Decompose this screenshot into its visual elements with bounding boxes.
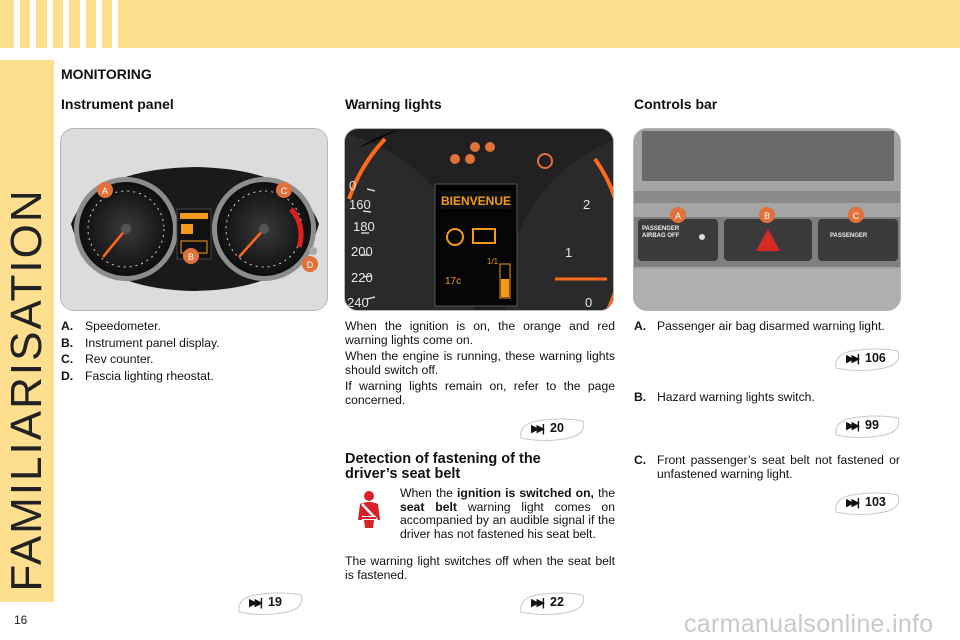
controls-bar-image — [633, 128, 901, 311]
controls-item-a: A. Passenger air bag disarmed warning light. — [634, 319, 885, 333]
header-stripe — [63, 0, 69, 48]
gauge-label: 180 — [353, 219, 375, 234]
warning-lights-image — [344, 128, 614, 311]
header-band — [0, 0, 960, 48]
svg-text:A: A — [674, 211, 682, 221]
forward-arrow-icon: ▶▶| — [846, 353, 857, 365]
page-ref-link[interactable]: ▶▶| 20 — [517, 416, 587, 442]
forward-arrow-icon: ▶▶| — [249, 597, 260, 609]
gauge-label: 220 — [351, 270, 373, 285]
header-stripe — [14, 0, 20, 48]
svg-text:B: B — [187, 252, 195, 262]
seatbelt-after-text: The warning light switches off when the seat belt is fastened. — [345, 554, 615, 582]
side-band — [0, 60, 54, 602]
passenger-label: PASSENGER — [830, 233, 868, 239]
instrument-panel-heading: Instrument panel — [61, 96, 174, 112]
seatbelt-icon — [352, 490, 386, 530]
header-stripe — [30, 0, 36, 48]
page-title: MONITORING — [61, 66, 152, 82]
svg-text:A: A — [101, 186, 109, 196]
page-ref-link[interactable]: ▶▶| 22 — [517, 590, 587, 616]
callout-d — [302, 256, 318, 272]
page-ref-link[interactable]: ▶▶| 106 — [832, 346, 902, 372]
callout-b — [759, 207, 775, 223]
rev-label: 2 — [583, 197, 591, 212]
rev-label: 0 — [585, 295, 593, 310]
seatbelt-text: When the ignition is switched on, the seat belt warning light comes on accompanied by an audible signal if the driver has not fastened his seat belt. — [400, 486, 616, 541]
svg-text:C: C — [852, 211, 860, 221]
gauge-label: 200 — [351, 244, 373, 259]
forward-arrow-icon: ▶▶| — [531, 423, 542, 435]
warning-lights-heading: Warning lights — [345, 96, 442, 112]
controls-item-b: B. Hazard warning lights switch. — [634, 390, 815, 404]
page-ref-link[interactable]: ▶▶| 103 — [832, 490, 902, 516]
list-item: B. Instrument panel display. — [61, 335, 220, 350]
page-number: 16 — [14, 613, 28, 627]
display-welcome-text: BIENVENUE — [440, 194, 512, 208]
airbag-off-label: PASSENGER AIRBAG OFF — [642, 226, 680, 239]
controls-item-c: C. Front passenger’s seat belt not fastened or unfastened warning light. — [634, 453, 900, 481]
instrument-panel-list — [61, 318, 331, 384]
section-title: FAMILIARISATION — [2, 188, 51, 592]
page-ref-link[interactable]: ▶▶| 19 — [235, 590, 305, 616]
header-stripe — [47, 0, 53, 48]
header-stripe — [80, 0, 86, 48]
callout-c — [276, 182, 292, 198]
list-item: C. Rev counter. — [61, 352, 154, 366]
display-temp: 17c — [445, 276, 462, 287]
callout-b — [183, 248, 199, 264]
watermark: carmanualsonline.info — [684, 610, 934, 638]
display-fuel-label: 1/1 — [487, 257, 499, 266]
svg-text:B: B — [763, 211, 771, 221]
forward-arrow-icon: ▶▶| — [846, 497, 857, 509]
callout-a — [670, 207, 686, 223]
list-item: D. Fascia lighting rheostat. — [61, 368, 214, 383]
svg-text:C: C — [280, 186, 288, 196]
instrument-panel-image — [60, 128, 328, 311]
forward-arrow-icon: ▶▶| — [846, 420, 857, 432]
rev-label: 1 — [565, 245, 573, 260]
seatbelt-heading: Detection of fastening of the driver’s seat belt — [345, 451, 541, 482]
header-stripe — [96, 0, 102, 48]
gauge-label: 160 — [349, 197, 371, 212]
page-ref-link[interactable]: ▶▶| 99 — [832, 413, 902, 439]
list-item: A. Speedometer. — [61, 319, 161, 333]
controls-bar-heading: Controls bar — [634, 96, 718, 112]
callout-a — [97, 182, 113, 198]
svg-text:D: D — [306, 260, 314, 270]
header-stripe — [112, 0, 118, 48]
forward-arrow-icon: ▶▶| — [531, 597, 542, 609]
gauge-label: 240 — [347, 295, 369, 310]
callout-c — [848, 207, 864, 223]
warning-lights-text: When the ignition is on, the orange and red warning lights come on. When the engine is running, these warning lights should switch off. If warning lights remain on, refer to the page concerned. — [345, 319, 615, 407]
gauge-label: 0 — [349, 178, 357, 193]
